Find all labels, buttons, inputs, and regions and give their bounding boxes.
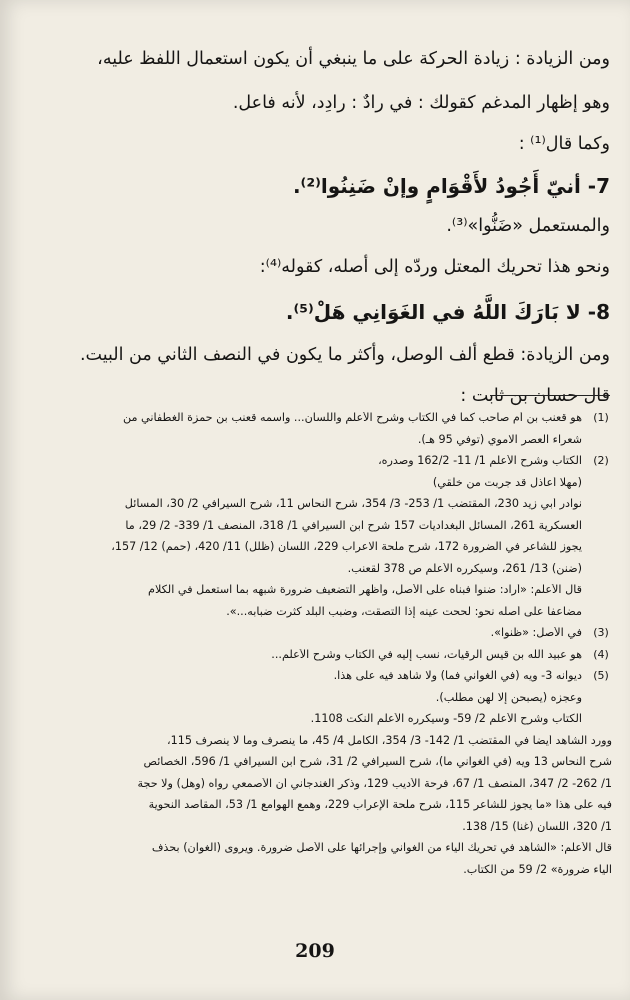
main-line: ونحو هذا تحريك المعتل وردّه إلى أصله، كقوله⁽⁴⁾: bbox=[259, 257, 610, 278]
footnote-line: شعراء العصر الاموي (توفي 95 هـ). bbox=[417, 433, 582, 446]
verse-line: 7- أنيّ أَجُودُ لأَقْوَامٍ وإنْ ضَنِنُوا⁽²⁾. bbox=[292, 173, 610, 198]
footnote-line: (مهلا أعاذل قد جربت من خلقي) bbox=[432, 476, 582, 489]
footnote-line: الكتاب وشرح الأعلم 2/ 59- وسيكرره الأعلم النكت 1108. bbox=[310, 713, 582, 725]
main-line: قال حسان بن ثابت : bbox=[460, 386, 610, 407]
footnote-line: (4) هو عبيد الله بن قيس الرقيات، نسب إليه في الكتاب وشرح الأعلم... bbox=[22, 649, 612, 671]
footnote-separator bbox=[490, 395, 610, 396]
footnote-line: 1/ 320، اللسان (غنا) 15/ 138. bbox=[462, 820, 612, 833]
footnote-number: (3) bbox=[593, 627, 609, 639]
footnote-line: نوادر أبي زيد 230، المقتضب 1/ 253- 3/ 354، شرح النحاس 11، شرح السيرافي 2/ 30، المسائل bbox=[124, 498, 582, 510]
footnote-line: مضاعفا على أصله نحو: لححت عينه إذا التصقت، وضبب البلد كثرت ضبابه...». bbox=[226, 605, 582, 618]
main-line: وكما قال⁽¹⁾ : bbox=[518, 134, 610, 155]
footnote-number: (5) bbox=[593, 670, 609, 682]
footnote-line: يجوز للشاعر في الضرورة 172، شرح ملحة الاعراب 229، اللسان (ظلل) 11/ 420، (حمم) 12/ 157، bbox=[111, 541, 582, 553]
footnote-number: (2) bbox=[593, 455, 609, 467]
main-line: ومن الزيادة: قطع ألف الوصل، وأكثر ما يكون في النصف الثاني من البيت. bbox=[79, 345, 610, 366]
main-text bbox=[22, 38, 610, 416]
footnote-line: قال الأعلم: «أراد: ضنوا فبناه على الأصل، وأظهر التضعيف ضرورة شبهه بما استعمل في الكلام bbox=[148, 584, 582, 596]
footnote-number: (4) bbox=[593, 648, 609, 661]
footnotes bbox=[22, 412, 612, 885]
footnote-line: (1) هو قعنب بن أم صاحب كما في الكتاب وشرح الأعلم واللسان... واسمه قعنب بن حمزة الغطفاني من bbox=[22, 412, 612, 434]
main-line: ومن الزيادة : زيادة الحركة على ما ينبغي أن يكون استعمال اللفظ عليه، bbox=[97, 49, 610, 70]
footnote-line: (5) ديوانه 3- ويه (في الغواني فما) ولا شاهد فيه على هذا. bbox=[22, 670, 612, 692]
main-line: وهو إظهار المدغم كقولك : في رادٌ : رادِد، لأنه فاعل. bbox=[232, 93, 610, 114]
footnote-line: العسكرية 261، المسائل البغداديات 157 شرح ابن السيرافي 1/ 318، المنصف 1/ 339- 2/ 29، ما bbox=[125, 519, 582, 532]
footnote-line: قال الأعلم: «الشاهد في تحريك الياء من الغواني وإجرائها على الأصل ضرورة. ويروى (الغوان) بحذف bbox=[151, 842, 612, 854]
footnote-line: شرح النحاس 13 ويه (في الغواني ما)، شرح السيرافي 2/ 31، شرح ابن السيرافي 1/ 596، الخصائص bbox=[143, 756, 612, 768]
footnote-number: (1) bbox=[593, 412, 609, 424]
verse-line: 8- لا بَارَكَ اللَّهُ في الغَوَانِي هَلْ⁽⁵⁾. bbox=[285, 299, 610, 324]
footnote-line: 1/ 262- 2/ 347، المنصف 1/ 67، فرحة الأديب 129، وذكر الغندجاني أن الأصمعي رواه (وهل) ولا حجة bbox=[137, 777, 612, 790]
footnote-line: (ضنن) 13/ 261، وسيكرره الأعلم ص 378 لقعنب. bbox=[347, 562, 582, 575]
footnote-line: (3) في الأصل: «ظنوا». bbox=[22, 627, 612, 649]
page-number: 209 bbox=[295, 940, 335, 962]
footnote-line: وورد الشاهد أيضا في المقتضب 1/ 142- 3/ 354، الكامل 4/ 45، ما ينصرف وما لا ينصرف 115، bbox=[166, 734, 612, 747]
main-line: والمستعمل «ضَنُّوا»⁽³⁾. bbox=[446, 216, 610, 237]
footnote-line: فيه على هذا «ما يجوز للشاعر 115، شرح ملحة الإعراب 229، وهمع الهوامع 1/ 53، المقاصد النحوية bbox=[148, 799, 612, 811]
footnote-line: وعجزه (يصبحن إلا لهن مطلب). bbox=[435, 691, 582, 704]
footnote-line: الياء ضرورة» 2/ 59 من الكتاب. bbox=[463, 863, 612, 876]
footnote-line: (2) الكتاب وشرح الأعلم 1/ 11- 162/2 وصدره، bbox=[22, 455, 612, 477]
